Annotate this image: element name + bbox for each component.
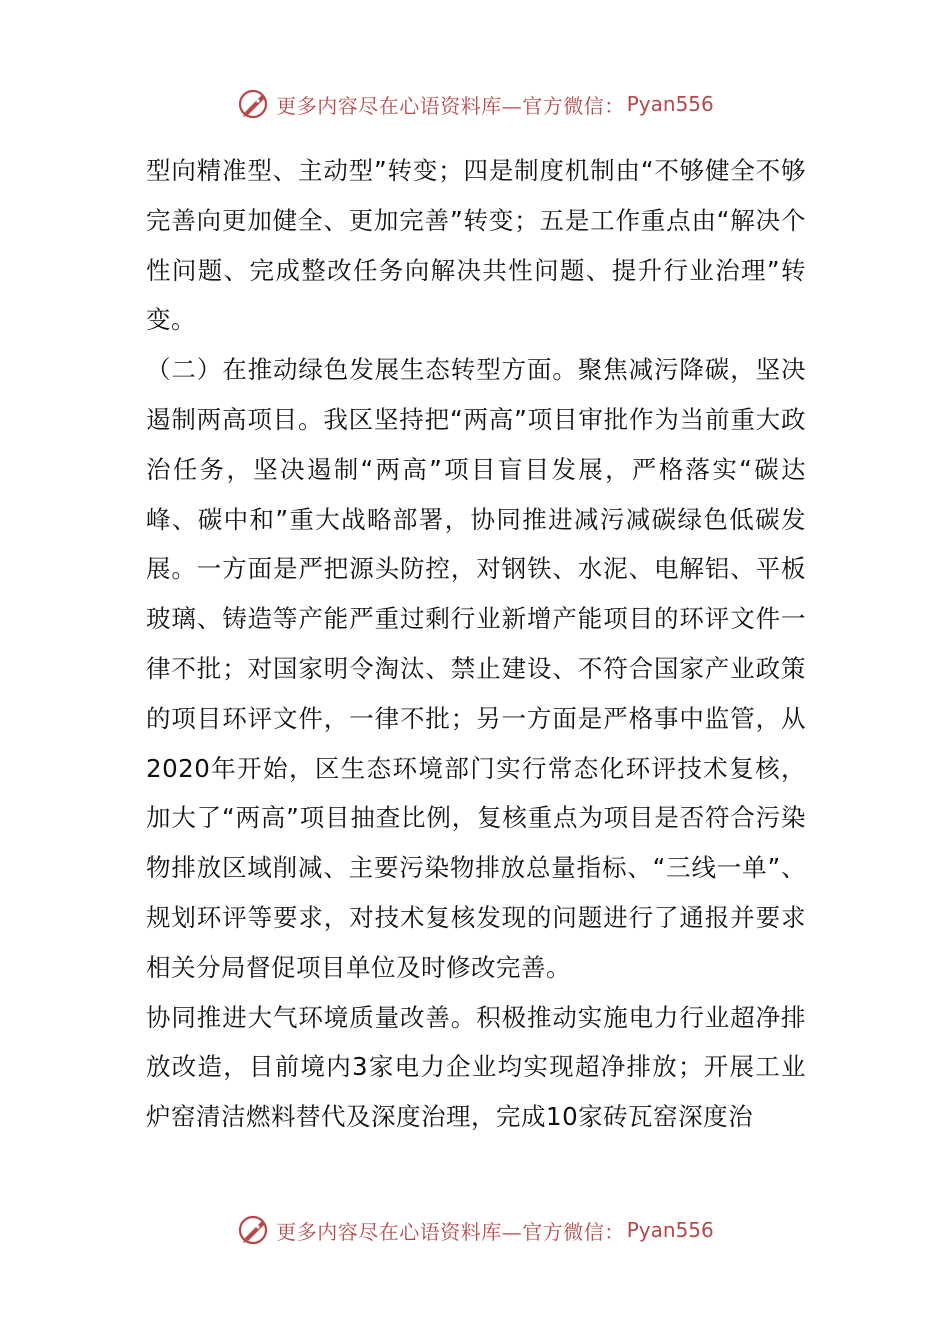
header-watermark	[0, 84, 950, 124]
paragraph: 型向精准型、主动型”转变；四是制度机制由“不够健全不够完善向更加健全、更加完善”转变；五是工作重点由“解决个性问题、完成整改任务向解决共性问题、提升行业治理”转变。	[146, 156, 806, 335]
watermark-wechat-id: Pyan556	[626, 92, 714, 116]
footer-watermark	[0, 1210, 950, 1250]
pen-logo-icon	[236, 86, 272, 122]
paragraph: （二）在推动绿色发展生态转型方面。聚焦减污降碳，坚决遏制两高项目。我区坚持把“两高”项目审批作为当前重大政治任务，坚决遏制“两高”项目盲目发展，严格落实“碳达峰、碳中和”重大战略部署，协同推进减污减碳绿色低碳发展。一方面是严把源头防控，对钢铁、水泥、电解铝、平板玻璃、铸造等产能严重过剩行业新增产能项目的环评文件一律不批；对国家明令淘汰、禁止建设、不符合国家产业政策的项目环评文件，一律不批；另一方面是严格事中监管，从2020年开始，区生态环境部门实行常态化环评技术复核，加大了“两高”项目抽查比例，复核重点为项目是否符合污染物排放区域削减、主要污染物排放总量指标、“三线一单”、规划环评等要求，对技术复核发现的问题进行了通报并要求相关分局督促项目单位及时修改完善。	[146, 355, 806, 982]
pen-logo-icon	[236, 1212, 272, 1248]
paragraph: 协同推进大气环境质量改善。积极推动实施电力行业超净排放改造，目前境内3家电力企业均实现超净排放；开展工业炉窑清洁燃料替代及深度治理，完成10家砖瓦窑深度治	[146, 1002, 806, 1132]
document-body	[146, 146, 806, 1142]
watermark-wechat-id: Pyan556	[626, 1218, 714, 1242]
watermark-text: 更多内容尽在心语资料库—官方微信：	[276, 93, 625, 118]
watermark-text: 更多内容尽在心语资料库—官方微信：	[276, 1219, 625, 1244]
